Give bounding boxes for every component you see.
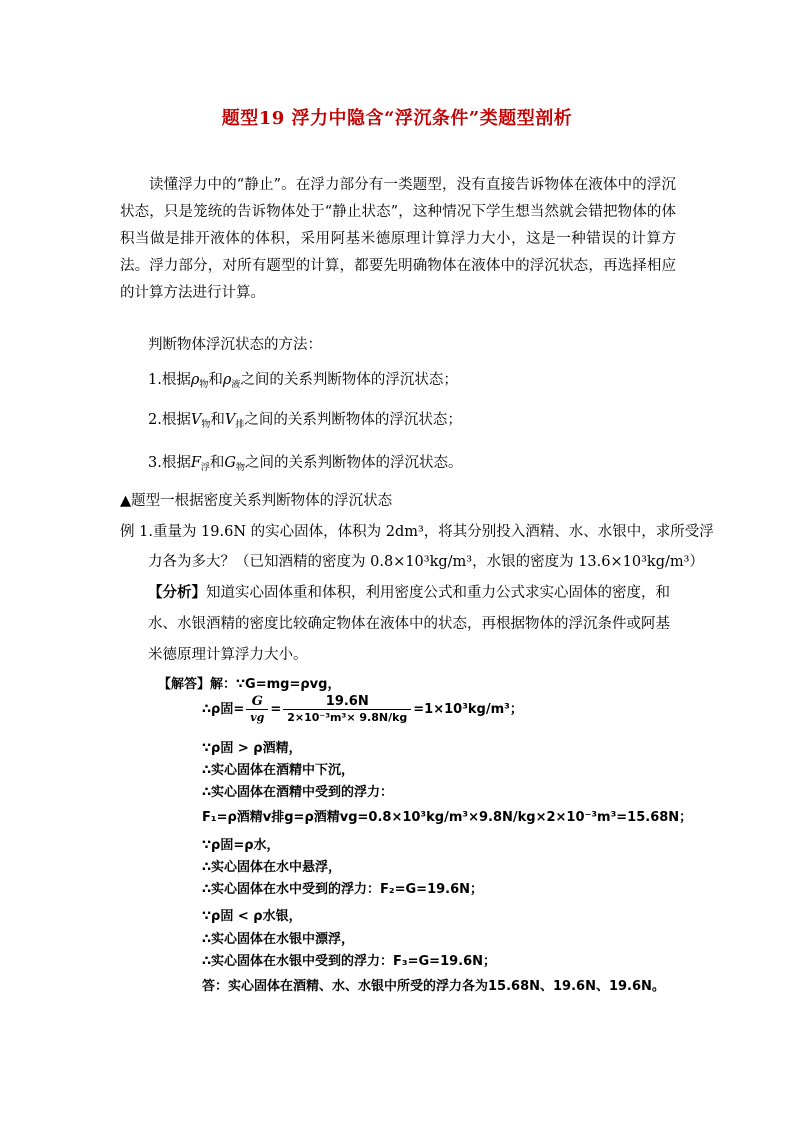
section-heading: ▲题型一根据密度关系判断物体的浮沉状态 bbox=[120, 493, 393, 509]
solution-line: ∵ρ固=ρ水， bbox=[202, 838, 280, 853]
solution-line: 【解答】解：∵G=mg=ρvg， bbox=[158, 677, 341, 692]
solution-line: ∴实心固体在水中悬浮， bbox=[202, 860, 342, 875]
example-question-line: 力各为多大？（已知酒精的密度为 0.8×10³kg/m³，水银的密度为 13.6×10³kg/m³） bbox=[148, 554, 704, 570]
example-question-line: 例 1.重量为 19.6N 的实心固体，体积为 2dm³，将其分别投入酒精、水、水银中，求所受浮 bbox=[120, 524, 714, 540]
method-item: 1.根据$\rho_物$和$\rho_液$之间的关系判断物体的浮沉状态； bbox=[148, 372, 458, 390]
methods-heading: 判断物体浮沉状态的方法： bbox=[148, 337, 322, 353]
solution-line: F₁=ρ酒精v排g=ρ酒精vg=0.8×10³kg/m³×9.8N/kg×2×10⁻³m³=15.68N； bbox=[202, 810, 693, 825]
solution-line: ∴实心固体在水银中受到的浮力：F₃=G=19.6N； bbox=[202, 954, 497, 969]
intro-paragraph: 读懂浮力中的“静止”。在浮力部分有一类题型，没有直接告诉物体在液体中的浮沉状态，只是笼统的告诉物体处于“静止状态”，这种情况下学生想当然就会错把物体的体积当做是排开液体的体积，采用阿基米德原理计算浮力大小，这是一种错误的计算方法。浮力部分，对所有题型的计算，都要先明确物体在液体中的浮沉状态，再选择相应的计算方法进行计算。 bbox=[120, 177, 676, 301]
solution-line: ∴实心固体在酒精中下沉， bbox=[202, 763, 355, 778]
solution-line: ∴实心固体在水银中漂浮， bbox=[202, 932, 355, 947]
analysis-line: 米德原理计算浮力大小。 bbox=[148, 647, 308, 663]
solution-line: ∵ρ固 < ρ水银， bbox=[202, 909, 302, 924]
solution-line: ∴实心固体在水中受到的浮力：F₂=G=19.6N； bbox=[202, 882, 484, 897]
solution-line: ∵ρ固 > ρ酒精， bbox=[202, 741, 302, 756]
method-item: 3.根据$F_浮$和$G_物$之间的关系判断物体的浮沉状态。 bbox=[148, 455, 463, 473]
page-title: 题型19 浮力中隐含“浮沉条件”类题型剖析 bbox=[221, 108, 573, 129]
solution-answer: 答：实心固体在酒精、水、水银中所受的浮力各为15.68N、19.6N、19.6N。 bbox=[202, 979, 665, 994]
solution-line: ∴实心固体在酒精中受到的浮力： bbox=[202, 785, 394, 800]
analysis-line: 水、水银酒精的密度比较确定物体在液体中的状态，再根据物体的浮沉条件或阿基 bbox=[148, 616, 670, 632]
analysis-line: 【分析】知道实心固体重和体积，利用密度公式和重力公式求实心固体的密度，和 bbox=[148, 584, 670, 601]
solution-formula: ∴ρ固= $\frac{G}{vg}$ = $\frac{19.6N}{\text{2×10⁻³m³× 9.8N/kg}}$ =1×10³kg/m³； bbox=[202, 694, 523, 724]
method-item: 2.根据$V_物$和$V_排$之间的关系判断物体的浮沉状态； bbox=[148, 412, 462, 430]
solution-tag: 【解答】 bbox=[158, 677, 211, 692]
analysis-tag: 【分析】 bbox=[148, 584, 206, 601]
